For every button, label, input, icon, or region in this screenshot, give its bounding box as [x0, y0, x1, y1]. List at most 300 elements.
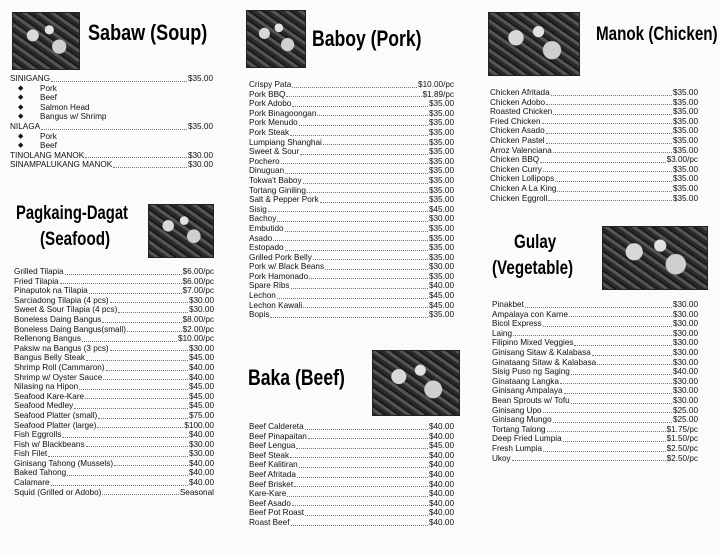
menu-item	[249, 422, 454, 432]
dot-leader	[287, 495, 428, 497]
item-name: SINIGANG	[10, 74, 51, 83]
item-price: $6.00/pc	[182, 267, 214, 276]
dot-leader	[285, 172, 428, 174]
dot-leader	[560, 382, 672, 384]
menu-item	[490, 194, 698, 204]
menu-item	[10, 122, 213, 132]
beef-list	[249, 422, 454, 528]
item-price: $30.00	[428, 262, 454, 272]
item-name: Beef Pot Roast	[249, 508, 305, 518]
item-price: $30.00	[428, 214, 454, 224]
menu-item	[490, 136, 698, 146]
dot-leader	[564, 392, 672, 394]
dot-leader	[51, 484, 188, 486]
item-price: $40.00	[428, 508, 454, 518]
menu-item	[14, 325, 214, 335]
item-name: Salt & Pepper Pork	[249, 195, 319, 205]
dot-leader	[325, 268, 428, 270]
menu-item	[249, 272, 454, 282]
item-price: $30.00	[188, 439, 214, 449]
menu-item	[492, 434, 698, 444]
item-name: Beef	[40, 141, 57, 151]
item-price: $35.00	[428, 271, 454, 281]
bullet-icon: ◆	[18, 142, 24, 150]
menu-item	[249, 291, 454, 301]
dot-leader	[320, 201, 428, 203]
item-name: Boneless Daing Bangus(small)	[14, 324, 126, 334]
dot-leader	[103, 378, 188, 380]
dot-leader	[317, 114, 428, 116]
item-price: $35.00	[428, 252, 454, 262]
dot-leader	[292, 86, 417, 88]
item-price: $35.00	[672, 88, 698, 97]
item-name: Fish Eggrolls	[14, 430, 62, 440]
item-price: $30.00	[672, 386, 698, 396]
item-name: Rellenong Bangus	[14, 334, 81, 344]
dot-leader	[296, 447, 428, 449]
dot-leader	[543, 411, 672, 413]
menu-subitem	[10, 93, 213, 103]
item-name: Tortang Giniling	[249, 185, 306, 195]
menu-item	[14, 344, 214, 354]
item-name: Filipino Mixed Veggies	[492, 338, 574, 348]
item-name: Pinakbet	[492, 300, 524, 309]
item-price: $35.00	[187, 74, 213, 83]
item-name: Grilled Tilapia	[14, 267, 64, 276]
menu-subitem	[10, 84, 213, 94]
dot-leader	[86, 359, 188, 361]
item-price: $30.00	[672, 347, 698, 357]
menu-subitem	[10, 141, 213, 151]
dot-leader	[79, 388, 188, 390]
dot-leader	[292, 504, 428, 506]
item-name: Shrimp Roll (Cammaron)	[14, 362, 105, 372]
item-name: Bopis	[249, 310, 270, 320]
item-price: $30.00	[672, 309, 698, 319]
item-name: Shrimp w/ Oyster Sauce	[14, 372, 103, 382]
menu-item	[492, 319, 698, 329]
menu-item	[492, 310, 698, 320]
dot-leader	[543, 170, 672, 172]
item-price: $45.00	[428, 300, 454, 310]
chicken-photo	[488, 12, 580, 76]
menu-item	[492, 406, 698, 416]
item-price: $35.00	[428, 147, 454, 157]
dot-leader	[569, 315, 672, 317]
dot-leader	[553, 421, 672, 423]
dot-leader	[574, 344, 671, 346]
item-name: Ginataang Sitaw & Kalabasa	[492, 357, 597, 367]
item-name: Fish Filet	[14, 449, 48, 459]
vegetable-list	[492, 300, 698, 463]
menu-item	[490, 155, 698, 165]
dot-leader	[110, 349, 188, 351]
item-price: $35.00	[428, 127, 454, 137]
item-name: Lumpiang Shanghai	[249, 137, 322, 147]
item-name: Nilasing na Hipon	[14, 382, 79, 392]
dot-leader	[292, 105, 428, 107]
item-name: Arroz Valenciana	[490, 145, 552, 155]
menu-item	[14, 277, 214, 287]
item-name: Bean Sprouts w/ Tofu	[492, 395, 570, 405]
item-name: Beef Asado	[249, 498, 291, 508]
item-price: $30.00	[188, 295, 214, 305]
menu-item	[249, 186, 454, 196]
dot-leader	[592, 354, 672, 356]
menu-item	[249, 460, 454, 470]
item-price: $75.00	[188, 410, 214, 420]
bullet-icon: ◆	[18, 94, 24, 102]
menu-item	[492, 348, 698, 358]
item-price: $30.00	[188, 305, 214, 315]
item-price: $1.75/pc	[666, 424, 698, 434]
item-name: Ginataang Langka	[492, 376, 559, 386]
dot-leader	[597, 363, 672, 365]
item-name: Sisig	[249, 204, 267, 214]
item-name: TINOLANG MANOK	[10, 150, 85, 160]
item-price: $1.50/pc	[666, 434, 698, 444]
item-price: $40.00	[428, 489, 454, 499]
dot-leader	[512, 459, 666, 461]
item-price: $35.00	[428, 166, 454, 176]
menu-item	[249, 441, 454, 451]
dot-leader	[281, 162, 428, 164]
dot-leader	[553, 113, 672, 115]
item-name: Pochero	[249, 156, 280, 166]
menu-item	[14, 334, 214, 344]
menu-item	[14, 459, 214, 469]
item-price: $40.00	[188, 430, 214, 440]
soup-photo	[12, 12, 80, 70]
chicken-list	[490, 88, 698, 203]
item-price: $35.00	[672, 97, 698, 107]
item-name: Bangus w/ Shrimp	[40, 112, 107, 122]
item-name: Chicken A La King	[490, 183, 557, 193]
item-price: $35.00	[672, 135, 698, 145]
dot-leader	[299, 466, 428, 468]
item-price: $1.89/pc	[422, 89, 454, 99]
item-name: Calamare	[14, 478, 50, 488]
item-name: Ginisang Sitaw & Kalabasa	[492, 347, 591, 357]
dot-leader	[41, 128, 187, 130]
menu-item	[249, 176, 454, 186]
item-name: Pork	[40, 131, 57, 141]
bullet-icon: ◆	[18, 84, 24, 92]
dot-leader	[563, 440, 666, 442]
dot-leader	[543, 325, 672, 327]
menu-item	[492, 377, 698, 387]
item-price: $30.00	[672, 357, 698, 367]
item-price: $40.00	[188, 468, 214, 478]
item-price: $40.00	[428, 498, 454, 508]
menu-item	[490, 107, 698, 117]
item-name: Spare Ribs	[249, 281, 290, 291]
item-price: $30.00	[187, 150, 213, 160]
menu-item	[490, 174, 698, 184]
vegetable-heading-line1: Gulay	[514, 232, 557, 253]
menu-item	[492, 358, 698, 368]
menu-item	[14, 449, 214, 459]
menu-item	[249, 128, 454, 138]
dot-leader	[303, 182, 428, 184]
dot-leader	[323, 143, 428, 145]
menu-item	[249, 99, 454, 109]
item-name: Fried Tilapia	[14, 276, 59, 286]
item-price: $35.00	[672, 183, 698, 193]
item-name: Tokwa't Baboy	[249, 175, 302, 185]
seafood-photo	[148, 204, 214, 258]
item-price: $40.00	[672, 367, 698, 377]
dot-leader	[102, 493, 178, 495]
item-price: $35.00	[428, 233, 454, 243]
dot-leader	[291, 287, 428, 289]
item-name: Deep Fried Lumpia	[492, 434, 562, 444]
menu-item	[249, 499, 454, 509]
item-name: Chicken Eggroll	[490, 193, 548, 203]
dot-leader	[297, 476, 428, 478]
dot-leader	[540, 161, 665, 163]
dot-leader	[525, 306, 672, 308]
dot-leader	[546, 132, 672, 134]
seafood-list	[14, 267, 214, 497]
dot-leader	[62, 436, 188, 438]
dot-leader	[309, 277, 428, 279]
item-price: $30.00	[672, 395, 698, 405]
menu-item	[14, 478, 214, 488]
menu-item	[492, 396, 698, 406]
item-name: Beef Steak	[249, 450, 290, 460]
menu-item	[492, 425, 698, 435]
item-name: Asado	[249, 233, 273, 243]
item-price: $2.50/pc	[666, 443, 698, 453]
dot-leader	[307, 191, 428, 193]
menu-item	[14, 373, 214, 383]
menu-item	[490, 88, 698, 98]
dot-leader	[294, 485, 428, 487]
item-price: $40.00	[188, 362, 214, 372]
item-name: Grilled Pork Belly	[249, 252, 312, 262]
item-price: $35.00	[428, 310, 454, 320]
menu-item	[14, 411, 214, 421]
menu-subitem	[10, 112, 213, 122]
pork-list	[249, 80, 454, 320]
item-price: $35.00	[428, 195, 454, 205]
item-price: $40.00	[428, 450, 454, 460]
dot-leader	[86, 445, 188, 447]
item-price: $30.00	[188, 449, 214, 459]
dot-leader	[571, 373, 672, 375]
item-name: Squid (Grilled or Adobo)	[14, 487, 102, 497]
dot-leader	[268, 210, 428, 212]
item-name: Sweet & Sour Tilapia (4 pcs)	[14, 305, 118, 315]
menu-item	[249, 451, 454, 461]
menu-item	[249, 489, 454, 499]
item-name: Ginisang Upo	[492, 405, 542, 415]
menu-item	[249, 243, 454, 253]
item-name: Pork Menudo	[249, 118, 298, 128]
menu-item	[10, 74, 213, 84]
menu-item	[14, 392, 214, 402]
dot-leader	[48, 455, 188, 457]
menu-item	[14, 401, 214, 411]
menu-item	[249, 224, 454, 234]
menu-item	[14, 267, 214, 277]
menu-item	[249, 147, 454, 157]
dot-leader	[114, 464, 188, 466]
item-name: Pork Adobo	[249, 99, 292, 109]
beef-photo	[372, 350, 460, 416]
item-name: Ginisang Tahong (Mussels)	[14, 458, 114, 468]
menu-item	[490, 184, 698, 194]
item-name: Fish w/ Blackbeans	[14, 439, 85, 449]
item-price: $30.00	[188, 343, 214, 353]
menu-item	[249, 195, 454, 205]
item-price: $35.00	[672, 164, 698, 174]
item-price: $40.00	[428, 479, 454, 489]
item-name: Ampalaya con Karne	[492, 309, 569, 319]
item-name: Chicken Afritada	[490, 88, 550, 97]
dot-leader	[291, 524, 428, 526]
dot-leader	[277, 220, 428, 222]
item-price: $45.00	[428, 291, 454, 301]
dot-leader	[51, 80, 187, 82]
item-price: $35.00	[187, 121, 213, 131]
menu-item	[249, 205, 454, 215]
item-name: Pork	[40, 83, 57, 93]
item-price: $35.00	[672, 193, 698, 203]
dot-leader	[303, 306, 428, 308]
item-name: Bachoy	[249, 214, 277, 224]
item-price: $40.00	[428, 431, 454, 441]
menu-item	[490, 126, 698, 136]
item-name: Chicken Asado	[490, 126, 545, 136]
item-price: $45.00	[188, 391, 214, 401]
menu-item	[14, 382, 214, 392]
menu-item	[490, 146, 698, 156]
item-price: $35.00	[428, 243, 454, 253]
item-name: Beef Brisket	[249, 479, 294, 489]
dot-leader	[60, 282, 182, 284]
item-price: $35.00	[428, 108, 454, 118]
menu-item	[492, 386, 698, 396]
menu-item	[490, 98, 698, 108]
item-name: Baked Tahong	[14, 468, 67, 478]
item-price: $45.00	[428, 441, 454, 451]
item-price: $2.00/pc	[182, 324, 214, 334]
item-price: $40.00	[428, 422, 454, 431]
item-name: Tortang Talong	[492, 424, 546, 434]
item-name: Bangus Belly Steak	[14, 353, 86, 363]
dot-leader	[127, 330, 182, 332]
item-name: Pork Steak	[249, 127, 290, 137]
item-name: NILAGA	[10, 121, 41, 131]
menu-item	[249, 253, 454, 263]
item-price: $35.00	[672, 116, 698, 126]
dot-leader	[551, 94, 672, 96]
item-price: $6.00/pc	[182, 276, 214, 286]
bullet-icon: ◆	[18, 103, 24, 111]
menu-item	[14, 315, 214, 325]
item-price: $35.00	[428, 137, 454, 147]
menu-item	[490, 117, 698, 127]
menu-item	[249, 518, 454, 528]
dot-leader	[290, 134, 428, 136]
dot-leader	[542, 122, 672, 124]
item-name: Bicol Express	[492, 319, 542, 329]
item-price: $30.00	[672, 319, 698, 329]
item-name: Seafood Platter (small)	[14, 410, 98, 420]
item-name: Paksiw na Bangus (3 pcs)	[14, 343, 109, 353]
dot-leader	[299, 124, 428, 126]
item-price: $40.00	[428, 281, 454, 291]
dot-leader	[286, 95, 421, 97]
item-name: Seafood Medley	[14, 401, 74, 411]
dot-leader	[290, 456, 428, 458]
item-name: Beef Kalitiran	[249, 460, 298, 470]
menu-item	[249, 118, 454, 128]
dot-leader	[546, 103, 672, 105]
item-price: $10.00/pc	[418, 80, 454, 89]
dot-leader	[106, 369, 188, 371]
item-name: Fresh Lumpia	[492, 443, 543, 453]
pork-photo	[246, 10, 306, 68]
dot-leader	[270, 316, 427, 318]
dot-leader	[548, 199, 672, 201]
menu-item	[249, 470, 454, 480]
menu-item	[249, 80, 454, 90]
menu-item	[14, 305, 214, 315]
item-price: $35.00	[428, 118, 454, 128]
menu-item	[249, 508, 454, 518]
dot-leader	[85, 156, 187, 158]
item-name: Beef Caldereta	[249, 422, 304, 431]
dot-leader	[98, 417, 188, 419]
dot-leader	[555, 180, 672, 182]
dot-leader	[543, 450, 666, 452]
item-price: $40.00	[188, 458, 214, 468]
item-price: $35.00	[428, 223, 454, 233]
menu-item	[249, 310, 454, 320]
item-price: $35.00	[428, 99, 454, 109]
dot-leader	[102, 321, 181, 323]
menu-item	[14, 430, 214, 440]
item-price: $30.00	[672, 376, 698, 386]
item-name: Ginisang Ampalaya	[492, 386, 563, 396]
item-name: Boneless Daing Bangus	[14, 314, 102, 324]
item-name: Beef Afritada	[249, 469, 296, 479]
dot-leader	[110, 301, 188, 303]
vegetable-photo	[602, 226, 708, 290]
item-price: $35.00	[428, 156, 454, 166]
item-price: $8.00/pc	[182, 314, 214, 324]
item-name: Chicken Pastel	[490, 135, 545, 145]
item-name: Chicken Lollipops	[490, 174, 555, 184]
seafood-heading-line1: Pagkaing-Dagat	[16, 203, 129, 224]
item-price: $45.00	[188, 401, 214, 411]
item-price: $40.00	[428, 469, 454, 479]
item-name: Chicken Curry	[490, 164, 542, 174]
item-name: Embutido	[249, 223, 284, 233]
menu-item	[492, 454, 698, 464]
item-name: Salmon Head	[40, 102, 90, 112]
menu-subitem	[10, 132, 213, 142]
item-price: $30.00	[187, 160, 213, 170]
dot-leader	[85, 397, 188, 399]
dot-leader	[74, 407, 188, 409]
dot-leader	[118, 311, 188, 313]
item-name: Kare-Kare	[249, 489, 287, 499]
menu-subitem	[10, 103, 213, 113]
